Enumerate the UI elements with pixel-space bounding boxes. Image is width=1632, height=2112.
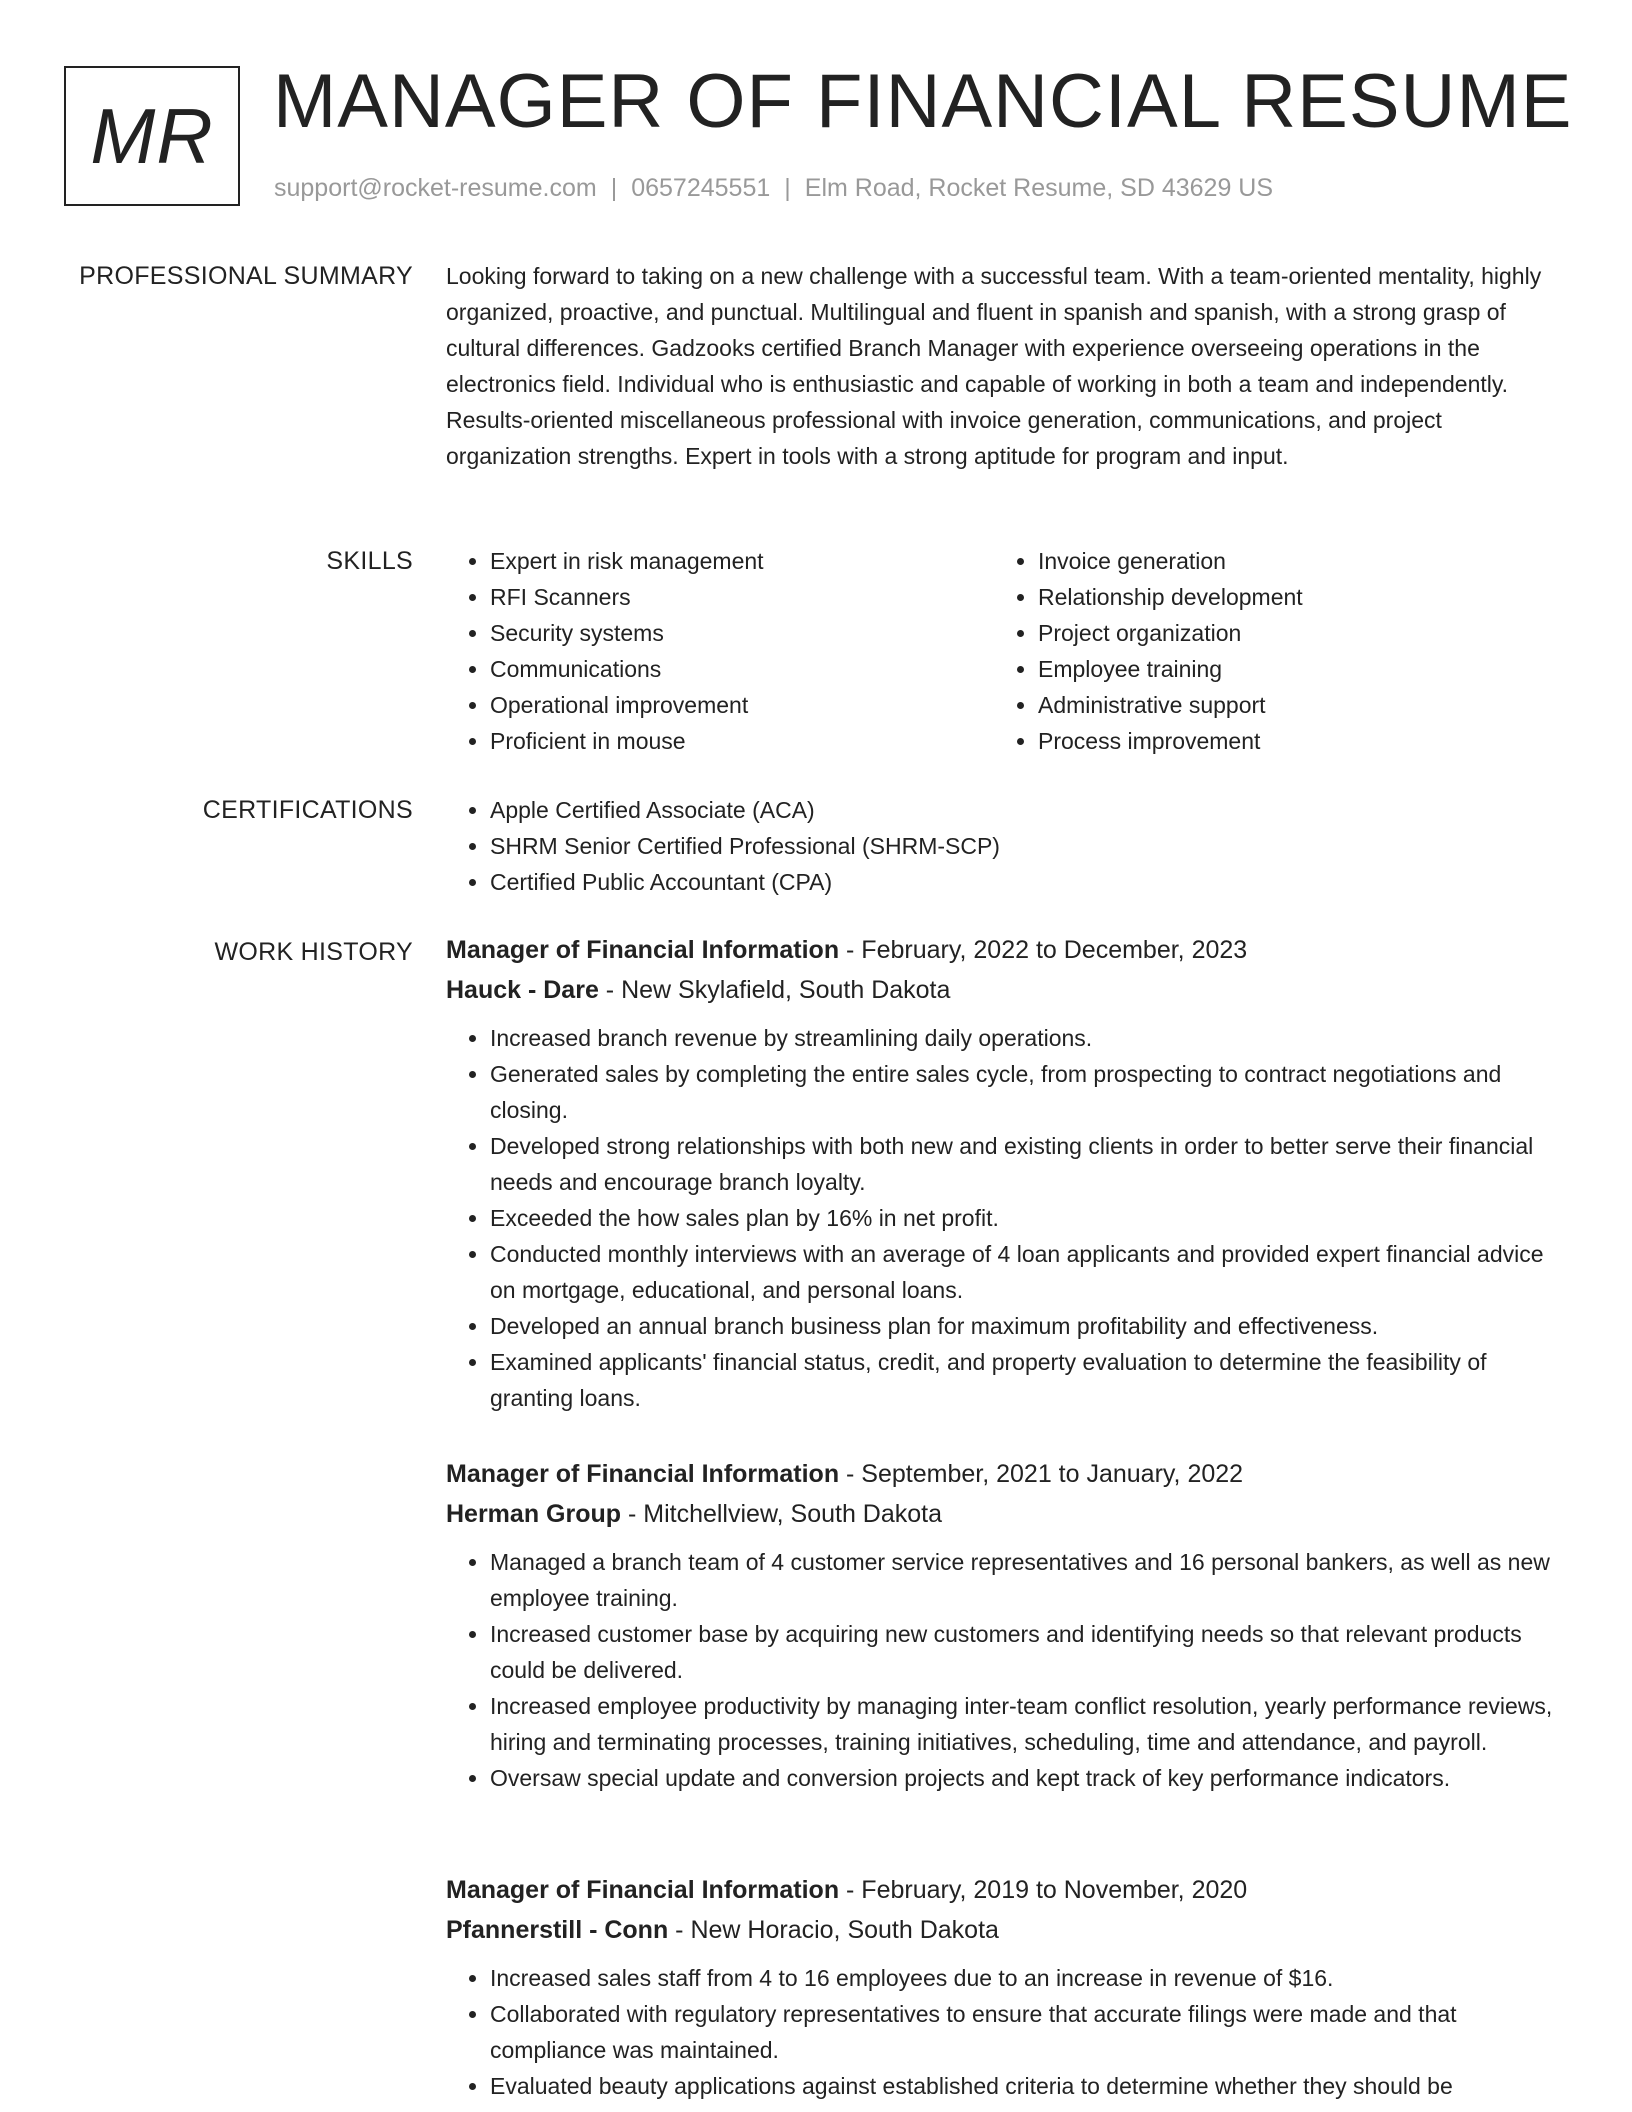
certifications-list	[446, 792, 1561, 900]
job-bullet: • Generated sales by completing the entire sales cycle, from prospecting to contract negotiations and closing.	[490, 1056, 1561, 1128]
skills-column-left	[446, 543, 994, 759]
certification-item: • Certified Public Accountant (CPA)	[490, 864, 1561, 900]
skill-item: • Expert in risk management	[490, 543, 994, 579]
contact-line	[274, 174, 1273, 203]
job-bullet: • Increased branch revenue by streamlining daily operations.	[490, 1020, 1561, 1056]
skill-item: • Project organization	[1038, 615, 1542, 651]
job-dates: - February, 2019 to November, 2020	[839, 1876, 1248, 1904]
skill-item: • Security systems	[490, 615, 994, 651]
skill-item: • Process improvement	[1038, 723, 1542, 759]
job-title-line	[446, 930, 1561, 970]
job-company: Hauck - Dare	[446, 976, 599, 1004]
skills-list	[446, 543, 1561, 759]
contact-address: Elm Road, Rocket Resume, SD 43629 US	[804, 174, 1274, 202]
contact-separator: |	[610, 174, 618, 202]
skill-item: • Relationship development	[1038, 579, 1542, 615]
job-bullet: • Developed an annual branch business plan for maximum profitability and effectiveness.	[490, 1308, 1561, 1344]
skills-column-right	[994, 543, 1542, 759]
job-company: Pfannerstill - Conn	[446, 1916, 669, 1944]
job-bullet: • Increased customer base by acquiring new customers and identifying needs so that relevant products could be delivered.	[490, 1616, 1561, 1688]
job-bullet: • Developed strong relationships with both new and existing clients in order to better serve their financial needs and encourage branch loyalty.	[490, 1128, 1561, 1200]
job-entry	[446, 1870, 1561, 2104]
job-title: Manager of Financial Information	[446, 1460, 840, 1488]
job-title-line	[446, 1870, 1561, 1910]
section-label-certifications: CERTIFICATIONS	[202, 796, 413, 824]
skill-item: • Invoice generation	[1038, 543, 1542, 579]
job-bullet: • Managed a branch team of 4 customer service representatives and 16 personal bankers, as well as new employee training.	[490, 1544, 1561, 1616]
job-entry	[446, 930, 1561, 1416]
job-bullet: • Oversaw special update and conversion projects and kept track of key performance indicators.	[490, 1760, 1561, 1796]
job-company-line	[446, 1494, 1561, 1534]
job-title-line	[446, 1454, 1561, 1494]
job-bullet: • Increased employee productivity by managing inter-team conflict resolution, yearly performance reviews, hiring and terminating processes, training initiatives, scheduling, time and attendance, and payroll.	[490, 1688, 1561, 1760]
contact-separator: |	[784, 174, 791, 202]
job-bullet: • Evaluated beauty applications against established criteria to determine whether they should be	[490, 2068, 1561, 2104]
skill-item: • Operational improvement	[490, 687, 994, 723]
skill-item: • Employee training	[1038, 651, 1542, 687]
job-location: - Mitchellview, South Dakota	[621, 1500, 943, 1528]
job-location: - New Skylafield, South Dakota	[598, 976, 951, 1004]
monogram-logo: MR	[64, 66, 240, 206]
skill-item: • Administrative support	[1038, 687, 1542, 723]
job-company-line	[446, 970, 1561, 1010]
job-location: - New Horacio, South Dakota	[668, 1916, 999, 1944]
skill-item: • Communications	[490, 651, 994, 687]
skill-item: • RFI Scanners	[490, 579, 994, 615]
contact-phone: 0657245551	[631, 174, 771, 202]
job-title: Manager of Financial Information	[446, 1876, 840, 1904]
job-entry	[446, 1454, 1561, 1796]
contact-email: support@rocket-resume.com	[274, 174, 597, 202]
job-dates: - February, 2022 to December, 2023	[839, 936, 1248, 964]
job-company-line	[446, 1910, 1561, 1950]
section-label-summary: PROFESSIONAL SUMMARY	[79, 262, 413, 290]
page-title: MANAGER OF FINANCIAL RESUME	[273, 59, 1573, 144]
section-label-work-history: WORK HISTORY	[214, 938, 413, 966]
certification-item: • Apple Certified Associate (ACA)	[490, 792, 1561, 828]
section-label-skills: SKILLS	[326, 547, 413, 575]
skill-item: • Proficient in mouse	[490, 723, 994, 759]
job-bullet: • Increased sales staff from 4 to 16 employees due to an increase in revenue of $16.	[490, 1960, 1561, 1996]
job-dates: - September, 2021 to January, 2022	[839, 1460, 1244, 1488]
job-title: Manager of Financial Information	[446, 936, 840, 964]
job-bullet: • Collaborated with regulatory representatives to ensure that accurate filings were made and that compliance was maintained.	[490, 1996, 1561, 2068]
job-bullet: • Conducted monthly interviews with an average of 4 loan applicants and provided expert financial advice on mortgage, educational, and personal loans.	[490, 1236, 1561, 1308]
job-bullet: • Exceeded the how sales plan by 16% in net profit.	[490, 1200, 1561, 1236]
summary-text: Looking forward to taking on a new challenge with a successful team. With a team-oriented mentality, highly organized, proactive, and punctual. Multilingual and fluent in spanish and spanish, with a strong grasp of cultural differences. Gadzooks certified Branch Manager with experience overseeing operations in the electronics field. Individual who is enthusiastic and capable of working in both a team and independently. Results-oriented miscellaneous professional with invoice generation, communications, and project organization strengths. Expert in tools with a strong aptitude for program and input.	[446, 263, 1542, 469]
job-company: Herman Group	[446, 1500, 622, 1528]
job-bullet: • Examined applicants' financial status, credit, and property evaluation to determine the feasibility of granting loans.	[490, 1344, 1561, 1416]
certification-item: • SHRM Senior Certified Professional (SHRM-SCP)	[490, 828, 1561, 864]
